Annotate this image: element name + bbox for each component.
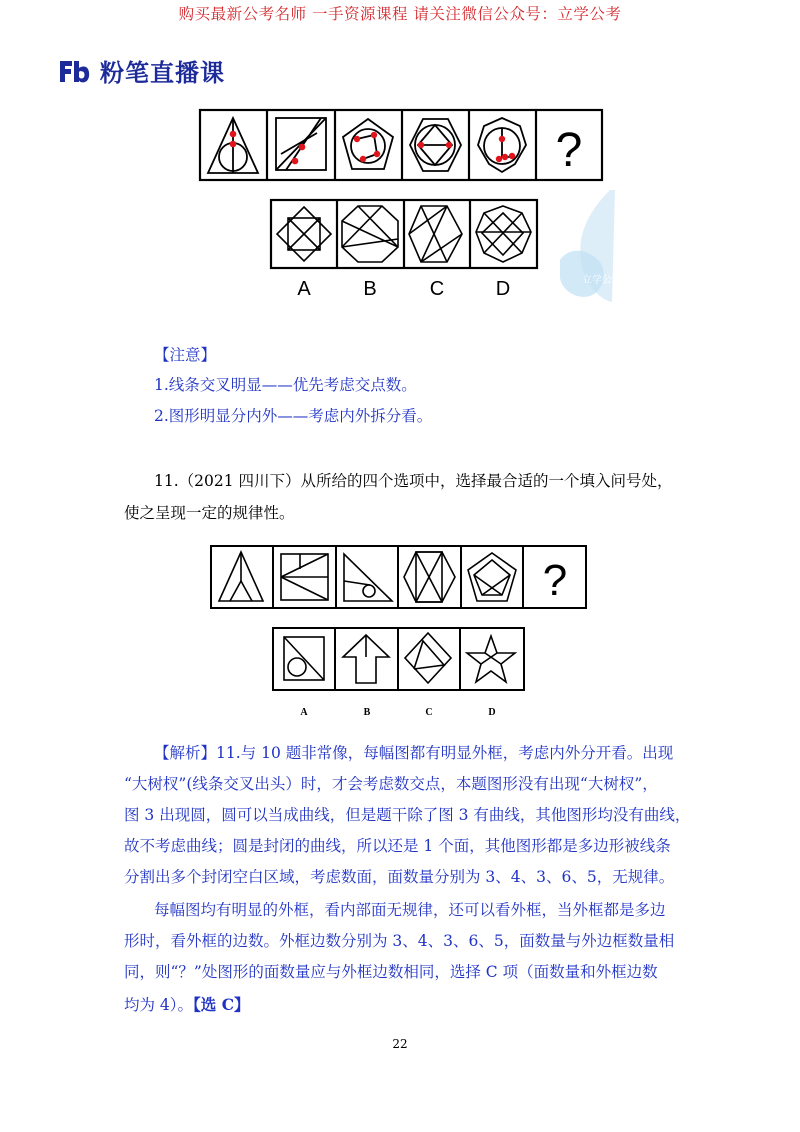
- fig1-option-d: [476, 206, 531, 262]
- fig2-cell2: [281, 554, 328, 600]
- question-line-1: 11.（2021 四川下）从所给的四个选项中，选择最合适的一个填入问号处，: [154, 472, 673, 490]
- fig2-option-a: [284, 637, 324, 680]
- fig2-cell4: [404, 552, 455, 602]
- fig2-cell3: [344, 554, 392, 601]
- question-line-2: 使之呈现一定的规律性。: [124, 504, 295, 522]
- analysis-line-5: 分割出多个封闭空白区域，考虑数面，面数量分别为 3、4、3、6、5，无规律。: [124, 868, 675, 886]
- brand-logo: [58, 53, 225, 88]
- figure2-options-svg: [272, 627, 526, 722]
- fig2-label-a: A: [300, 707, 308, 718]
- svg-text:立学公考: 立学公考: [582, 275, 622, 286]
- analysis-line-6: 每幅图均有明显的外框，看内部面无规律，还可以看外框，当外框都是多边: [154, 901, 666, 919]
- note-title: 【注意】: [154, 346, 217, 364]
- analysis-line-1: 【解析】11.与 10 题非常像，每幅图都有明显外框，考虑内外分开看。出现: [154, 744, 674, 762]
- analysis-line-3: 图 3 出现圆，圆可以当成曲线，但是题干除了图 3 有曲线，其他图形均没有曲线，: [124, 806, 691, 824]
- figure1-options-svg: [270, 199, 540, 301]
- analysis-line-8: 同，则“？”处图形的面数量应与外框边数相同，选择 C 项（面数量和外框边数: [124, 963, 658, 981]
- fig1-label-d: D: [495, 278, 511, 300]
- analysis-line-2: “大树杈”(线条交叉出头）时，才会考虑数交点，本题图形没有出现“大树杈”，: [124, 775, 658, 793]
- fig1-question-mark: ?: [555, 124, 583, 177]
- analysis-line-7: 形时，看外框的边数。外框边数分别为 3、4、3、6、5，面数量与外边框数量相: [124, 932, 675, 950]
- analysis-final-text: 均为 4）。: [124, 996, 194, 1014]
- fig2-cell5: [468, 553, 516, 601]
- fig1-cell5: [478, 118, 526, 172]
- fig2-option-c: [405, 633, 451, 683]
- fig2-cell1: [219, 552, 263, 601]
- fig2-question-mark: ?: [542, 556, 568, 605]
- page-number: 22: [392, 1037, 408, 1051]
- fig1-cell3: [343, 119, 393, 169]
- fig2-label-d: D: [488, 707, 496, 718]
- fig1-cell4: [410, 119, 461, 171]
- note-line-1: 1.线条交叉明显——优先考虑交点数。: [154, 376, 417, 394]
- fig2-label-c: C: [425, 707, 433, 718]
- figure2-options-row: [272, 627, 526, 722]
- fenbi-logo-icon: [58, 58, 92, 84]
- figure2-question-row: [210, 545, 588, 611]
- logo-text: 粉笔直播课: [100, 59, 225, 87]
- analysis-line-4: 故不考虑曲线；圆是封闭的曲线，所以还是 1 个面，其他图形都是多边形被线条: [124, 837, 671, 855]
- fig1-label-c: C: [429, 278, 445, 300]
- fig1-label-b: B: [363, 278, 377, 300]
- fig2-option-b: [343, 635, 389, 683]
- figure1-options-row: [270, 199, 540, 301]
- fig1-label-a: A: [297, 278, 311, 300]
- note-line-2: 2.图形明显分内外——考虑内外拆分看。: [154, 407, 433, 425]
- fig2-label-b: B: [363, 707, 371, 718]
- answer-badge: 【选 C】: [193, 995, 250, 1014]
- fig1-option-b: [342, 206, 398, 262]
- figure1-question-row: [199, 109, 603, 181]
- analysis-line-9: [124, 995, 250, 1015]
- promo-banner: 购买最新公考名师 一手资源课程 请关注微信公众号：立学公考: [178, 5, 622, 23]
- fig2-option-d: [467, 636, 515, 682]
- fig1-option-a: [277, 207, 331, 261]
- figure2-question-svg: [210, 545, 588, 611]
- figure1-question-svg: [199, 109, 603, 181]
- fig1-option-c: [409, 206, 462, 262]
